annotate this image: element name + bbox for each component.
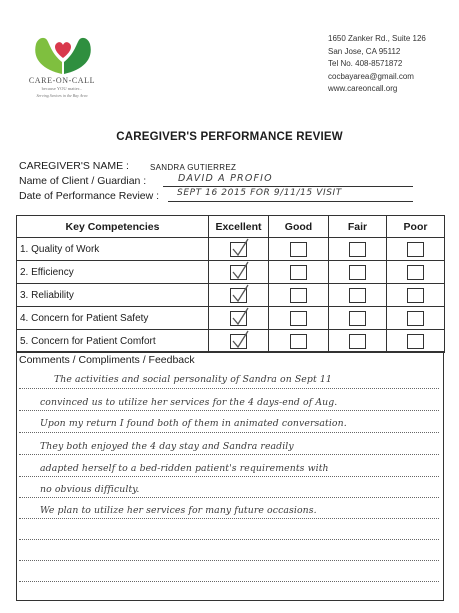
company-address — [328, 33, 426, 96]
comment-rule-line — [19, 539, 439, 540]
column-header: Fair — [329, 216, 387, 238]
brand-slogan: Serving Seniors in the Bay Area — [36, 93, 88, 98]
poor-checkbox[interactable] — [407, 288, 424, 303]
good-checkbox[interactable] — [290, 288, 307, 303]
good-checkbox[interactable] — [290, 242, 307, 257]
review-date-underline — [168, 201, 413, 202]
brand-name: CARE-ON-CALL — [28, 76, 96, 85]
fair-checkbox[interactable] — [349, 265, 366, 280]
good-checkbox[interactable] — [290, 265, 307, 280]
fair-checkbox[interactable] — [349, 334, 366, 349]
column-header: Good — [269, 216, 329, 238]
comment-rule-line — [19, 454, 439, 455]
hands-heart-icon — [22, 30, 104, 78]
review-date-value[interactable]: SEPT 16 2015 FOR 9/11/15 VISIT — [177, 188, 342, 198]
comment-text-line: adapted herself to a bed-ridden patient's requirements with — [40, 463, 329, 474]
fair-checkbox[interactable] — [349, 242, 366, 257]
fair-checkbox[interactable] — [349, 311, 366, 326]
comment-text-line: Upon my return I found both of them in animated conversation. — [40, 418, 347, 429]
poor-checkbox[interactable] — [407, 334, 424, 349]
table-row — [17, 261, 445, 284]
comment-rule-line — [19, 560, 439, 561]
table-header-row — [17, 216, 445, 238]
competency-label: 2. Efficiency — [17, 261, 209, 284]
good-checkbox[interactable] — [290, 334, 307, 349]
excellent-checkbox[interactable] — [230, 311, 247, 326]
checkmark-icon — [230, 284, 250, 304]
comment-text-line: convinced us to utilize her services for the 4 days-end of Aug. — [40, 397, 338, 408]
competency-label: 4. Concern for Patient Safety — [17, 307, 209, 330]
caregiver-name-value: SANDRA GUTIERREZ — [150, 163, 237, 172]
good-checkbox[interactable] — [290, 311, 307, 326]
column-header: Poor — [387, 216, 445, 238]
fair-checkbox[interactable] — [349, 288, 366, 303]
competency-label: 5. Concern for Patient Comfort — [17, 330, 209, 353]
brand-tagline: because YOU matter... — [41, 86, 83, 91]
comments-label: Comments / Compliments / Feedback — [19, 354, 195, 366]
excellent-checkbox[interactable] — [230, 288, 247, 303]
poor-checkbox[interactable] — [407, 242, 424, 257]
client-name-underline — [163, 186, 413, 187]
comment-rule-line — [19, 432, 439, 433]
table-row — [17, 238, 445, 261]
column-header: Excellent — [209, 216, 269, 238]
competency-table — [16, 215, 445, 353]
heart-shape — [55, 42, 71, 58]
website-url: www.careoncall.org — [328, 84, 398, 94]
comment-text-line: They both enjoyed the 4 day stay and Sandra readily — [40, 441, 294, 452]
client-name-value[interactable]: DAVID A PROFIO — [178, 173, 273, 184]
address-line: 1650 Zanker Rd., Suite 126 — [328, 34, 426, 43]
competency-label: 3. Reliability — [17, 284, 209, 307]
excellent-checkbox[interactable] — [230, 334, 247, 349]
column-header: Key Competencies — [17, 216, 209, 238]
form-title: CAREGIVER'S PERFORMANCE REVIEW — [116, 131, 343, 143]
checkmark-icon — [230, 238, 250, 258]
comment-rule-line — [19, 581, 439, 582]
comment-rule-line — [19, 388, 439, 389]
checkmark-icon — [230, 307, 250, 327]
checkmark-icon — [230, 261, 250, 281]
company-logo — [22, 30, 104, 110]
poor-checkbox[interactable] — [407, 265, 424, 280]
comment-rule-line — [19, 410, 439, 411]
excellent-checkbox[interactable] — [230, 242, 247, 257]
caregiver-name-label: CAREGIVER'S NAME : — [19, 160, 129, 172]
comment-text-line: We plan to utilize her services for many future occasions. — [40, 505, 317, 516]
comment-rule-line — [19, 476, 439, 477]
poor-checkbox[interactable] — [407, 311, 424, 326]
comment-text-line: The activities and social personality of Sandra on Sept 11 — [54, 374, 332, 385]
table-row — [17, 284, 445, 307]
phone-number: Tel No. 408-8571872 — [328, 59, 403, 69]
email-address: cocbayarea@gmail.com — [328, 71, 414, 81]
comment-text-line: no obvious difficulty. — [40, 484, 140, 495]
comment-rule-line — [19, 518, 439, 519]
checkmark-icon — [230, 330, 250, 350]
table-row — [17, 330, 445, 353]
competency-label: 1. Quality of Work — [17, 238, 209, 261]
table-row — [17, 307, 445, 330]
client-name-label: Name of Client / Guardian : — [19, 175, 147, 187]
address-line: San Jose, CA 95112 — [328, 46, 401, 56]
excellent-checkbox[interactable] — [230, 265, 247, 280]
review-date-label: Date of Performance Review : — [19, 190, 160, 202]
comment-rule-line — [19, 497, 439, 498]
